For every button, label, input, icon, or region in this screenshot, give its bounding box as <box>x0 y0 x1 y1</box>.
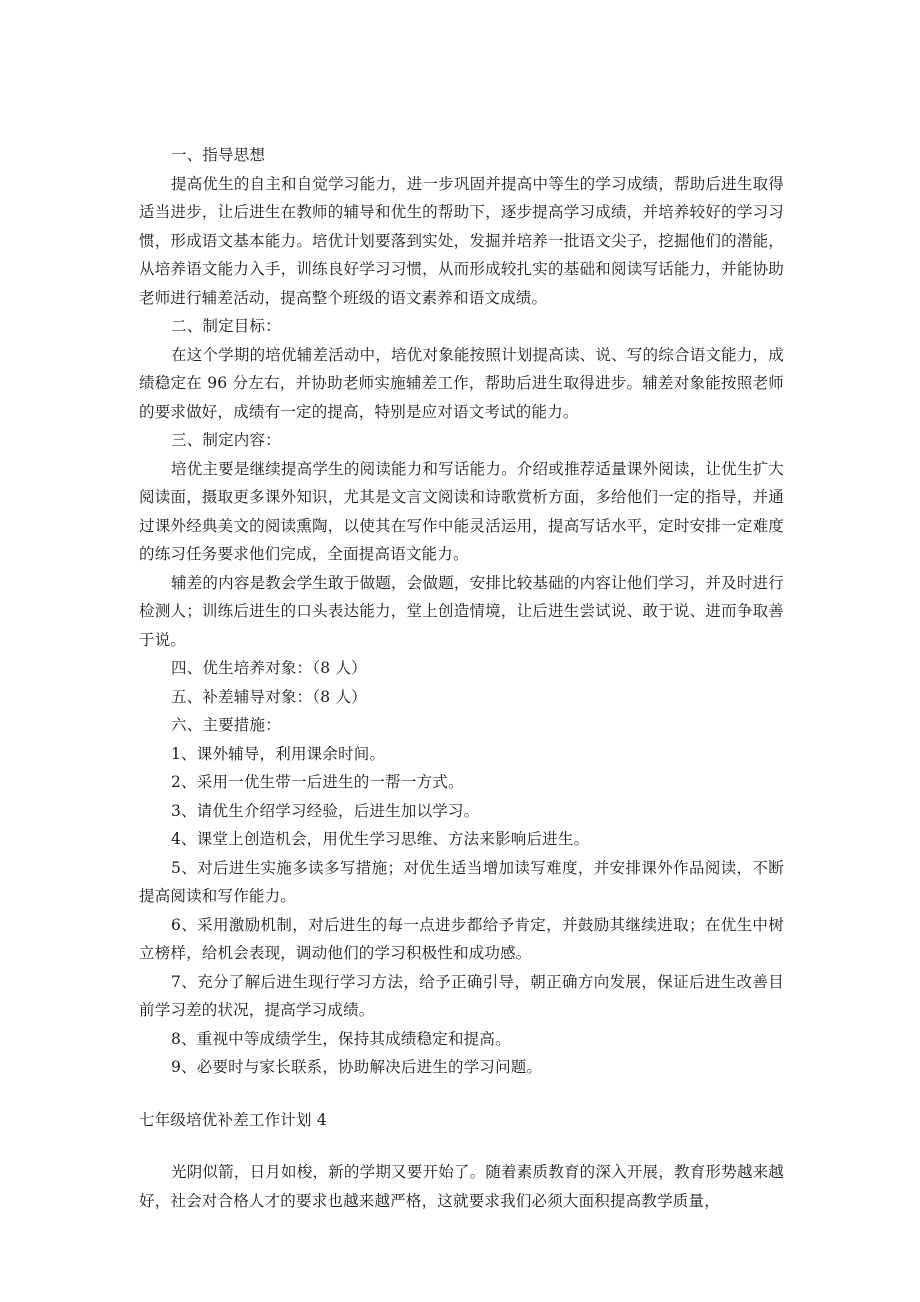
measure-item-4: 4、课堂上创造机会，用优生学习思维、方法来影响后进生。 <box>171 830 590 848</box>
measure-item-6: 6、采用激励机制，对后进生的每一点进步都给予肯定，并鼓励其继续进取；在优生中树立榜样，给机会表现，调动他们的学习积极性和成功感。 <box>139 915 784 962</box>
document-body <box>139 141 784 1215</box>
section-heading-content: 三、制定内容： <box>171 431 281 449</box>
measure-item-5: 5、对后进生实施多读多写措施；对优生适当增加读写难度，并安排课外作品阅读，不断提高阅读和写作能力。 <box>139 858 784 905</box>
paragraph-goals: 在这个学期的培优辅差活动中，培优对象能按照计划提高读、说、写的综合语文能力，成绩稳定在 96 分左右，并协助老师实施辅差工作，帮助后进生取得进步。辅差对象能按照老师的要求做好，成绩有一定的提高，特别是应对语文考试的能力。 <box>139 345 784 421</box>
next-document-title: 七年级培优补差工作计划 4 <box>139 1110 327 1129</box>
section-heading-top-students: 四、优生培养对象：（8 人） <box>171 659 367 677</box>
measure-item-7: 7、充分了解后进生现行学习方法，给予正确引导，朝正确方向发展，保证后进生改善目前学习差的状况，提高学习成绩。 <box>139 972 784 1019</box>
measure-item-3: 3、请优生介绍学习经验，后进生加以学习。 <box>171 801 480 820</box>
paragraph-content-remedial: 辅差的内容是教会学生敢于做题，会做题，安排比较基础的内容让他们学习，并及时进行检测人；训练后进生的口头表达能力，堂上创造情境，让后进生尝试说、敢于说、进而争取善于说。 <box>139 573 784 649</box>
measure-item-2: 2、采用一优生带一后进生的一帮一方式。 <box>171 773 464 791</box>
measure-item-8: 8、重视中等成绩学生，保持其成绩稳定和提高。 <box>171 1029 511 1048</box>
section-heading-measures: 六、主要措施： <box>171 716 281 734</box>
section-heading-goals: 二、制定目标： <box>171 317 281 335</box>
section-heading-guiding-thought: 一、指导思想 <box>171 146 266 164</box>
measure-item-1: 1、课外辅导，利用课余时间。 <box>171 744 386 763</box>
section-heading-remedial-students: 五、补差辅导对象：（8 人） <box>171 687 367 706</box>
paragraph-next-intro: 光阴似箭，日月如梭，新的学期又要开始了。随着素质教育的深入开展，教育形势越来越好，社会对合格人才的要求也越来越严格，这就要求我们必须大面积提高教学质量， <box>139 1163 784 1210</box>
paragraph-content-advanced: 培优主要是继续提高学生的阅读能力和写话能力。介绍或推荐适量课外阅读，让优生扩大阅读面，摄取更多课外知识，尤其是文言文阅读和诗歌赏析方面，多给他们一定的指导，并通过课外经典美文的阅读熏陶，以使其在写作中能灵活运用，提高写话水平，定时安排一定难度的练习任务要求他们完成，全面提高语文能力。 <box>139 459 784 563</box>
measure-item-9: 9、必要时与家长联系，协助解决后进生的学习问题。 <box>171 1058 543 1076</box>
paragraph-guiding-thought: 提高优生的自主和自觉学习能力，进一步巩固并提高中等生的学习成绩，帮助后进生取得适当进步，让后进生在教师的辅导和优生的帮助下，逐步提高学习成绩，并培养较好的学习习惯，形成语文基本能力。培优计划要落到实处，发掘并培养一批语文尖子，挖掘他们的潜能，从培养语文能力入手，训练良好学习习惯，从而形成较扎实的基础和阅读写话能力，并能协助老师进行辅差活动，提高整个班级的语文素养和语文成绩。 <box>139 174 784 307</box>
